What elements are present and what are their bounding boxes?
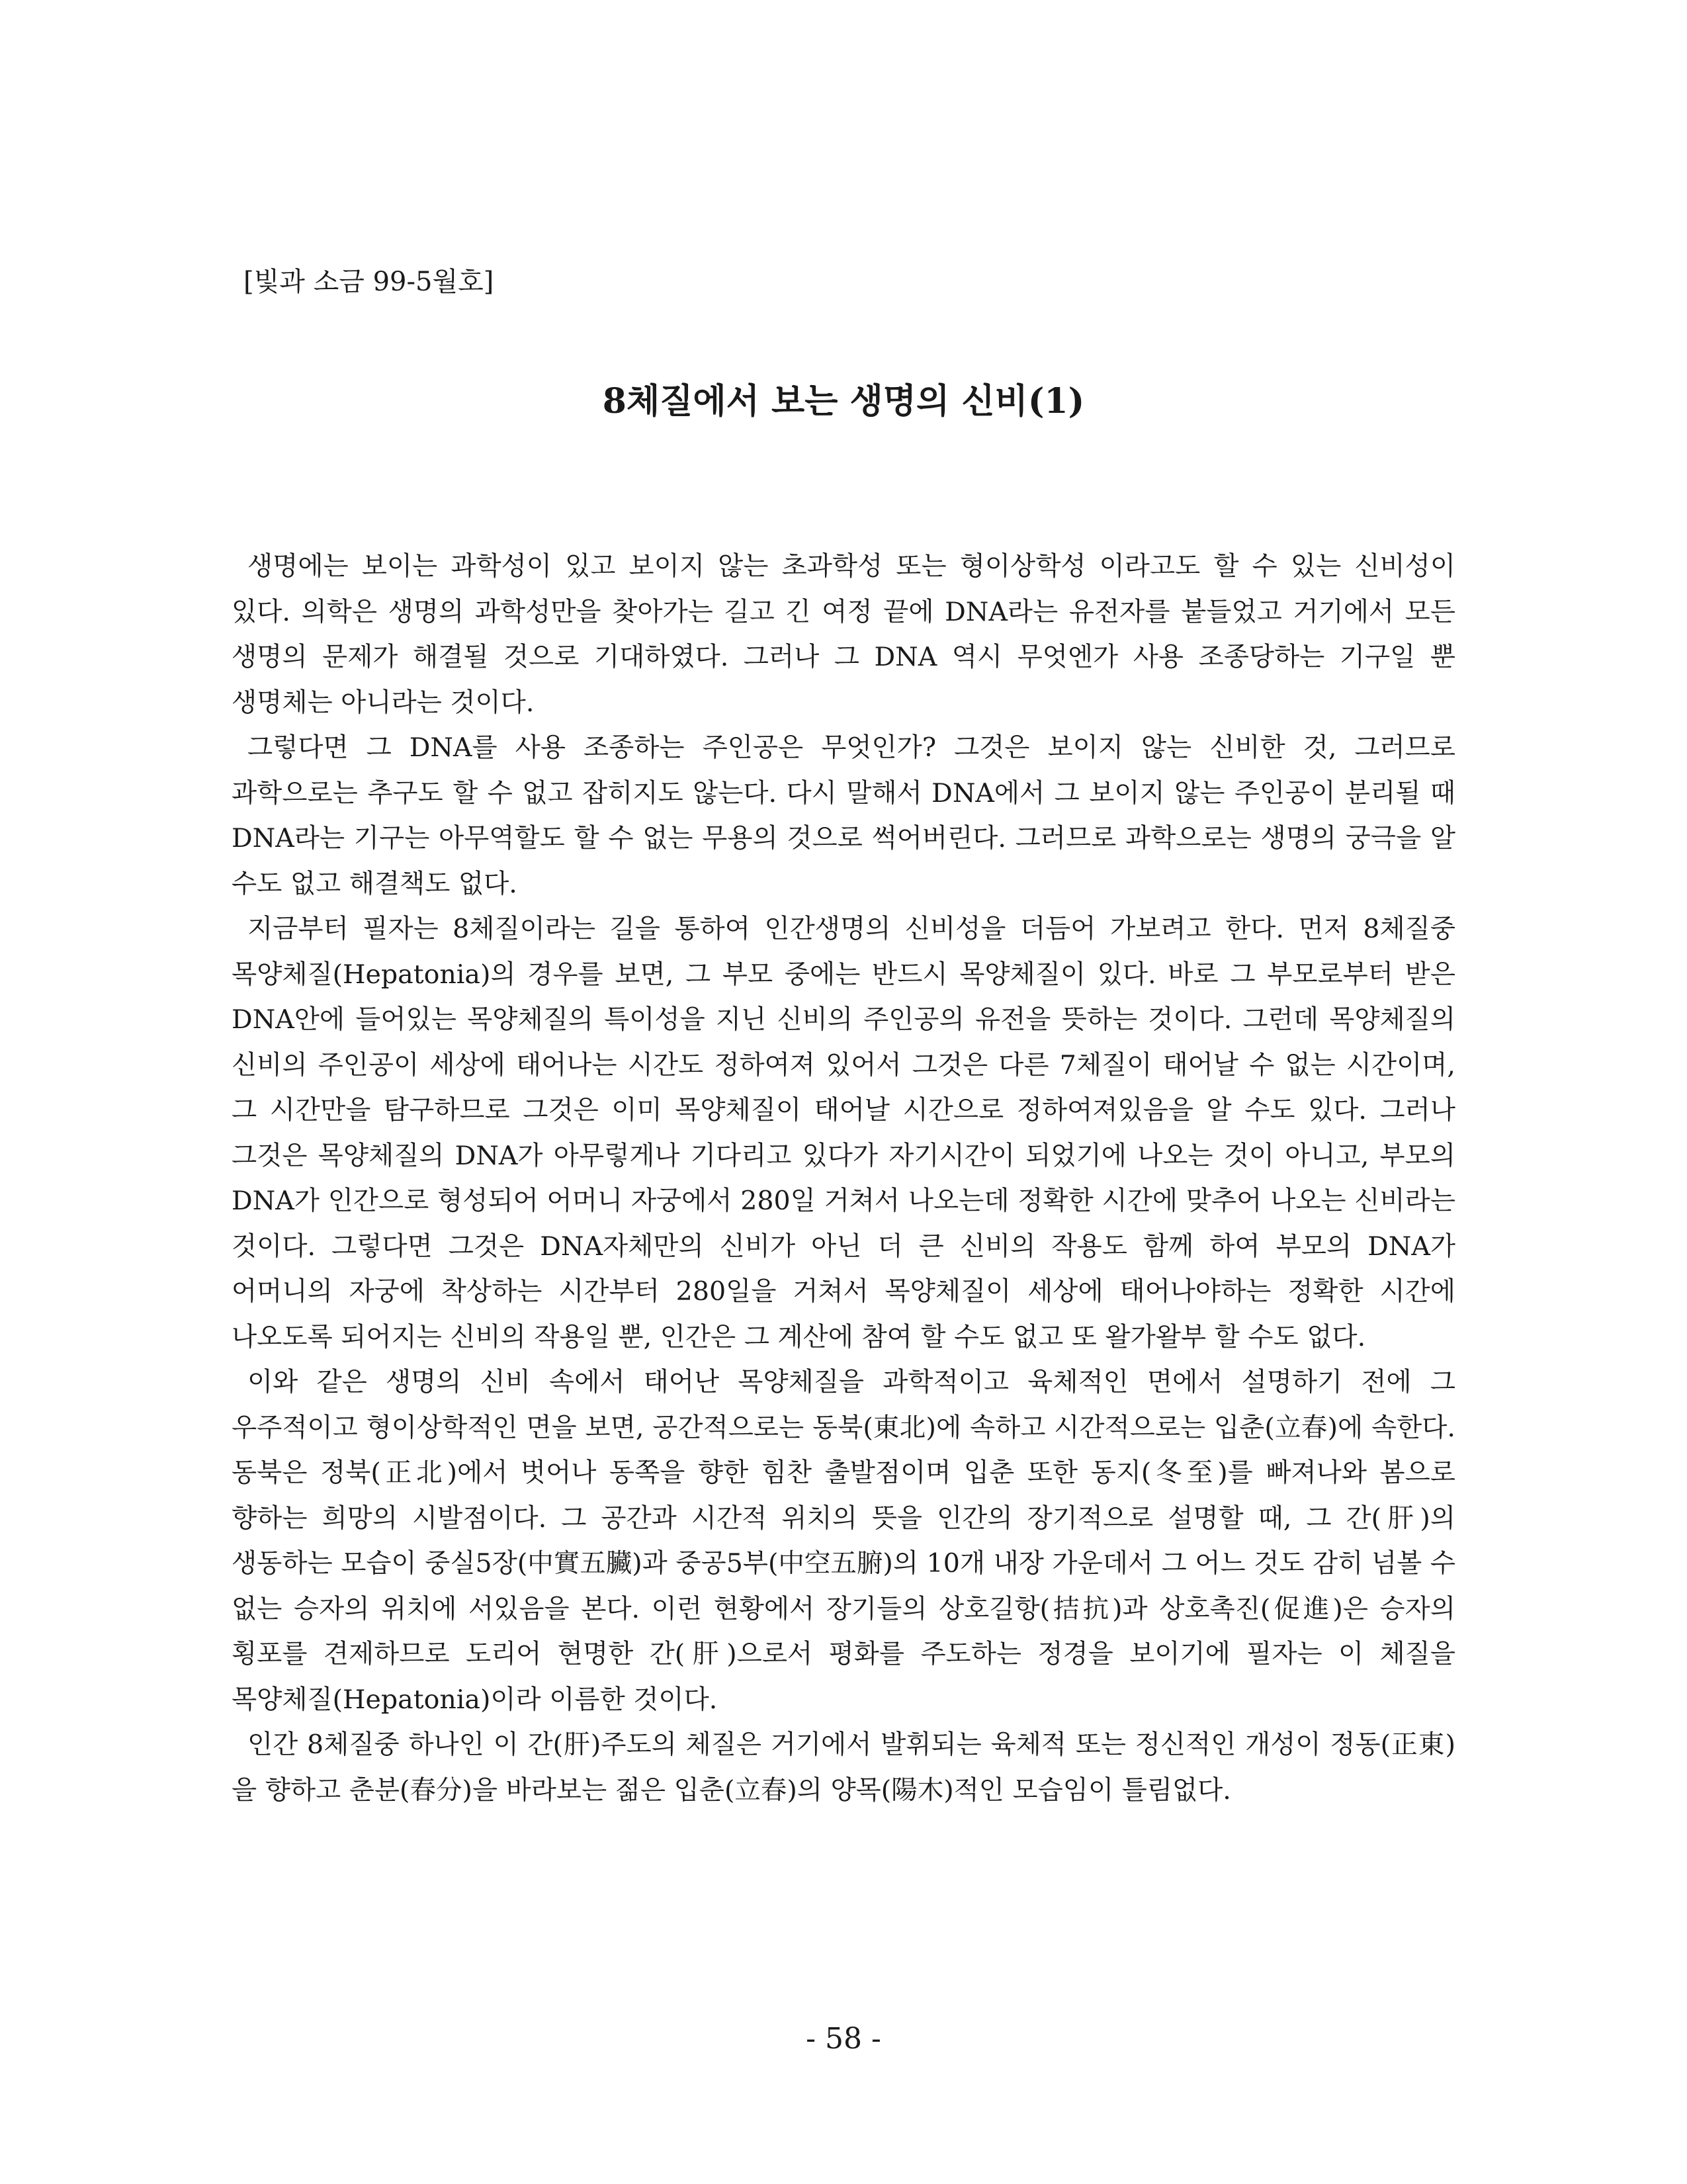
- paragraph-1: 생명에는 보이는 과학성이 있고 보이지 않는 초과학성 또는 형이상학성 이라고도 할 수 있는 신비성이 있다. 의학은 생명의 과학성만을 찾아가는 길고 긴 여정 끝에 DNA라는 유전자를 붙들었고 거기에서 모든 생명의 문제가 해결될 것으로 기대하였다. 그러나 그 DNA 역시 무엇엔가 사용 조종당하는 기구일 뿐 생명체는 아니라는 것이다.: [232, 551, 1455, 718]
- paragraph-2: 그렇다면 그 DNA를 사용 조종하는 주인공은 무엇인가? 그것은 보이지 않는 신비한 것, 그러므로 과학으로는 추구도 할 수 없고 잡히지도 않는다. 다시 말해서 DNA에서 그 보이지 않는 주인공이 분리될 때 DNA라는 기구는 아무역할도 할 수 없는 무용의 것으로 썩어버린다. 그러므로 과학으로는 생명의 궁극을 알 수도 없고 해결책도 없다.: [232, 732, 1455, 899]
- paragraph-4: 이와 같은 생명의 신비 속에서 태어난 목양체질을 과학적이고 육체적인 면에서 설명하기 전에 그 우주적이고 형이상학적인 면을 보면, 공간적으로는 동북(東北)에 속하고 시간적으로는 입춘(立春)에 속한다. 동북은 정북(正北)에서 벗어나 동쪽을 향한 힘찬 출발점이며 입춘 또한 동지(冬至)를 빠져나와 봄으로 향하는 희망의 시발점이다. 그 공간과 시간적 위치의 뜻을 인간의 장기적으로 설명할 때, 그 간(肝)의 생동하는 모습이 중실5장(中實五臟)과 중공5부(中空五腑)의 10개 내장 가운데서 그 어느 것도 감히 넘볼 수 없는 승자의 위치에 서있음을 본다. 이런 현황에서 장기들의 상호길항(拮抗)과 상호촉진(促進)은 승자의 횡포를 견제하므로 도리어 현명한 간(肝)으로서 평화를 주도하는 정경을 보이기에 필자는 이 체질을 목양체질(Hepatonia)이라 이름한 것이다.: [232, 1367, 1455, 1715]
- source-header: [빛과 소금 99-5월호]: [243, 267, 494, 297]
- page-number: - 58 -: [806, 2022, 881, 2056]
- page-title: 8체질에서 보는 생명의 신비(1): [602, 380, 1085, 421]
- paragraph-3: 지금부터 필자는 8체질이라는 길을 통하여 인간생명의 신비성을 더듬어 가보려고 한다. 먼저 8체질중 목양체질(Hepatonia)의 경우를 보면, 그 부모 중에는 반드시 목양체질이 있다. 바로 그 부모로부터 받은 DNA안에 들어있는 목양체질의 특이성을 지닌 신비의 주인공의 유전을 뜻하는 것이다. 그런데 목양체질의 신비의 주인공이 세상에 태어나는 시간도 정하여져 있어서 그것은 다른 7체질이 태어날 수 없는 시간이며, 그 시간만을 탐구하므로 그것은 이미 목양체질이 태어날 시간으로 정하여져있음을 알 수도 있다. 그러나 그것은 목양체질의 DNA가 아무렇게나 기다리고 있다가 자기시간이 되었기에 나오는 것이 아니고, 부모의 DNA가 인간으로 형성되어 어머니 자궁에서 280일 거쳐서 나오는데 정확한 시간에 맞추어 나오는 신비라는 것이다. 그렇다면 그것은 DNA자체만의 신비가 아닌 더 큰 신비의 작용도 함께 하여 부모의 DNA가 어머니의 자궁에 착상하는 시간부터 280일을 거쳐서 목양체질이 세상에 태어나야하는 정확한 시간에 나오도록 되어지는 신비의 작용일 뿐, 인간은 그 계산에 참여 할 수도 없고 또 왈가왈부 할 수도 없다.: [232, 914, 1455, 1352]
- paragraph-5: 인간 8체질중 하나인 이 간(肝)주도의 체질은 거기에서 발휘되는 육체적 또는 정신적인 개성이 정동(正東)을 향하고 춘분(春分)을 바라보는 젊은 입춘(立春)의 양목(陽木)적인 모습임이 틀림없다.: [232, 1729, 1455, 1806]
- article-body: [232, 544, 1455, 1813]
